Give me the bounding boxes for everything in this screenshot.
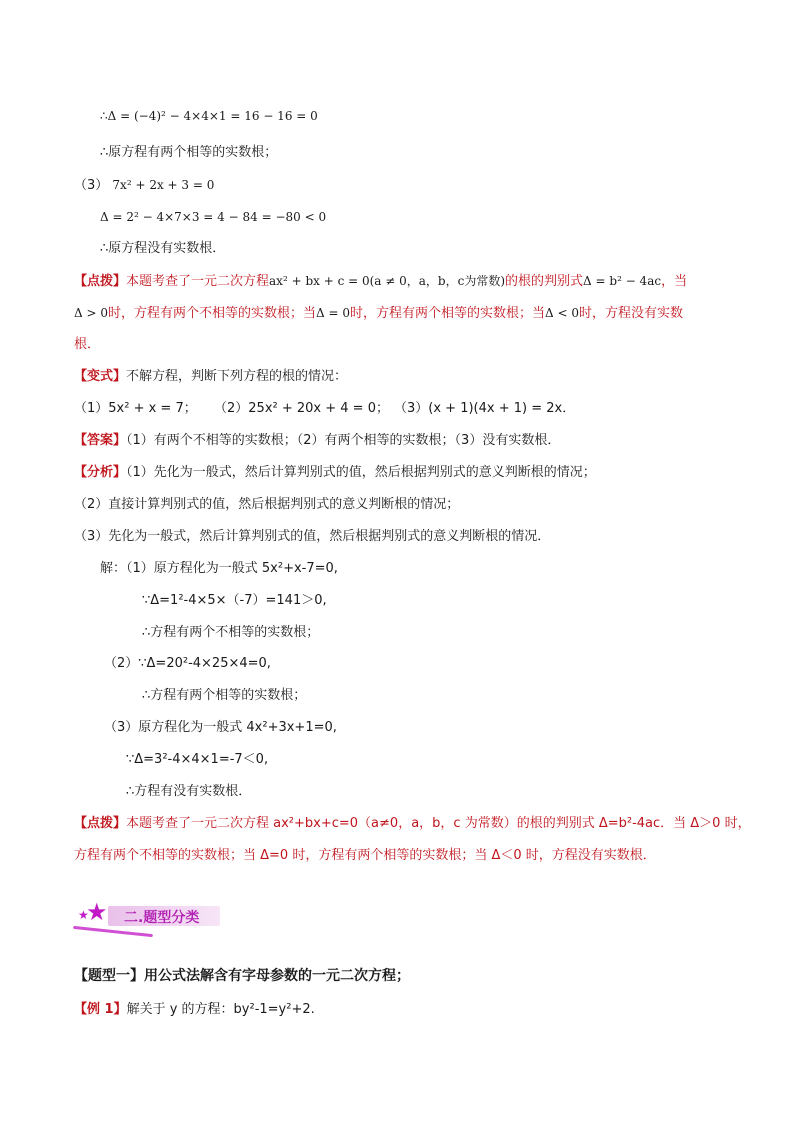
example-text: 解关于 y 的方程：by²-1=y²+2. [126, 1002, 315, 1017]
example-label: 【例 1】 [74, 1002, 127, 1017]
tip-math: ax² + bx + c = 0(a ≠ 0，a，b，c为常数) [269, 274, 506, 288]
star-icon: ★ [86, 898, 108, 926]
solution-line: ∴方程有两个不相等的实数根； [142, 625, 320, 640]
analysis-label: 【分析】 [74, 465, 127, 480]
tip-paragraph [74, 272, 687, 291]
analysis-text: （1）先化为一般式，然后计算判别式的值，然后根据判别式的意义判断根的情况； [126, 465, 596, 480]
tip-math: Δ < 0 [545, 306, 579, 320]
solution-line: （2）∵Δ=20²-4×25×4=0, [104, 656, 271, 671]
section-title: 二.题型分类 [124, 910, 200, 926]
tip-text: 本题考查了一元二次方程 ax²+bx+c=0（a≠0，a，b，c 为常数）的根的判别式 Δ=b²-4ac．当 Δ＞0 时， [126, 816, 751, 831]
discriminant-line: Δ = 2² − 4×7×3 = 4 − 84 = −80 < 0 [100, 210, 327, 224]
analysis-line-2: （2）直接计算判别式的值，然后根据判别式的意义判断根的情况； [74, 497, 460, 512]
discriminant-line: ∴Δ = (−4)² − 4×4×1 = 16 − 16 = 0 [100, 109, 318, 123]
equation: 7x² + 2x + 3 = 0 [112, 178, 215, 192]
tip-paragraph-line2 [74, 304, 683, 323]
solution-line: ∵Δ=3²-4×4×1=-7＜0, [126, 752, 269, 767]
conclusion-line: ∴原方程没有实数根． [100, 241, 226, 256]
tip-text: 的根的判别式 [505, 274, 584, 289]
tip-label: 【点拨】 [74, 274, 127, 289]
variant-question-1: （1）5x² + x = 7； [74, 401, 197, 416]
analysis-line-1 [74, 464, 596, 482]
conclusion-line: ∴原方程有两个相等的实数根； [100, 145, 278, 160]
solution-line: ∵Δ=1²-4×5×（-7）=141＞0, [142, 593, 327, 608]
tip-text: 时，方程没有实数 [578, 306, 683, 321]
tip-math: Δ = 0 [316, 306, 350, 320]
question-type-label: 【题型一】 [74, 968, 144, 984]
tip-text: 时，方程有两个相等的实数根；当 [349, 306, 545, 321]
small-star-icon: ★ [78, 908, 89, 922]
tip-text: ，当 [661, 274, 688, 289]
tip-paragraph-2 [74, 815, 751, 833]
question-type-line [74, 967, 410, 985]
variant-label: 【变式】 [74, 369, 127, 384]
solution-line: ∴方程有两个相等的实数根； [142, 688, 307, 703]
answer-text: （1）有两个不相等的实数根；（2）有两个相等的实数根；（3）没有实数根． [126, 433, 561, 448]
solution-line: ∴方程有没有实数根． [126, 784, 252, 799]
solution-line: （3）原方程化为一般式 4x²+3x+1=0, [104, 720, 337, 735]
tip-math: Δ = b² − 4ac [583, 274, 662, 288]
tip-math: Δ > 0 [74, 306, 108, 320]
variant-question-2: （2）25x² + 20x + 4 = 0； [214, 401, 389, 416]
tip-text: 本题考查了一元二次方程 [126, 274, 270, 289]
example-line [74, 1001, 315, 1019]
variant-question-3: （3）(x + 1)(4x + 1) = 2x． [394, 401, 576, 416]
subquestion-number: （3） [74, 178, 109, 193]
variant-line [74, 368, 347, 386]
variant-text: 不解方程，判断下列方程的根的情况： [126, 369, 348, 384]
tip-paragraph-2-line2: 方程有两个不相等的实数根；当 Δ=0 时，方程有两个相等的实数根；当 Δ＜0 时，方程没有实数根． [74, 848, 656, 863]
question-type-text: 用公式法解含有字母参数的一元二次方程； [144, 968, 410, 984]
answer-label: 【答案】 [74, 433, 127, 448]
tip-label: 【点拨】 [74, 816, 127, 831]
tip-paragraph-line3: 根． [74, 337, 101, 352]
subquestion-3 [74, 176, 214, 195]
answer-line [74, 432, 560, 450]
solution-line: 解：（1）原方程化为一般式 5x²+x-7=0, [100, 561, 338, 576]
tip-text: 时，方程有两个不相等的实数根；当 [107, 306, 316, 321]
analysis-line-3: （3）先化为一般式，然后计算判别式的值，然后根据判别式的意义判断根的情况． [74, 529, 551, 544]
section-heading [78, 898, 224, 928]
